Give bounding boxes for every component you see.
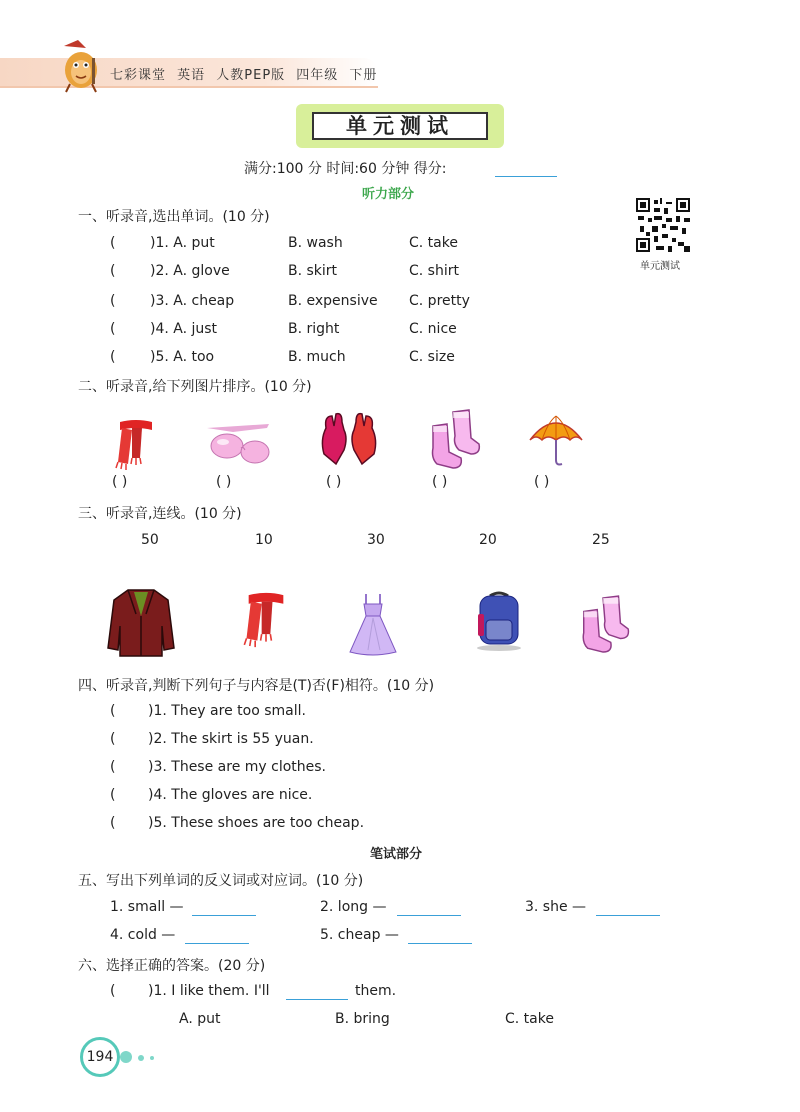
answer-paren[interactable]: ( [110, 321, 116, 337]
answer-paren[interactable]: ( ) [112, 474, 128, 490]
word-item: 1. small — [110, 899, 184, 915]
question-item: )1. A. put [150, 235, 215, 251]
decor-dot [150, 1056, 154, 1060]
price-number: 30 [367, 532, 385, 548]
statement-item: )3. These are my clothes. [148, 759, 327, 775]
answer-blank[interactable] [286, 999, 348, 1000]
word-item: 4. cold — [110, 927, 176, 943]
backpack-icon [470, 590, 528, 652]
option-b: B. skirt [288, 263, 338, 279]
statement-item: )1. They are too small. [148, 703, 306, 719]
gloves-icon [318, 410, 380, 472]
option-c: C. shirt [409, 263, 459, 279]
statement-item: )4. The gloves are nice. [148, 787, 313, 803]
answer-blank[interactable] [192, 915, 256, 916]
price-number: 20 [479, 532, 497, 548]
option-c: C. take [505, 1011, 554, 1027]
page-number: 194 [80, 1037, 120, 1077]
listening-section-title: 听力部分 [362, 187, 415, 202]
price-number: 10 [255, 532, 273, 548]
section4-title: 四、听录音,判断下列句子与内容是(T)否(F)相符。(10 分) [78, 678, 435, 694]
answer-paren[interactable]: ( ) [534, 474, 550, 490]
answer-paren[interactable]: ( [110, 235, 116, 251]
scarf-icon [112, 418, 160, 472]
section1-title: 一、听录音,选出单词。(10 分) [78, 209, 270, 225]
writing-section-title: 笔试部分 [370, 847, 423, 862]
jacket-icon [106, 586, 176, 660]
answer-paren[interactable]: ( ) [216, 474, 232, 490]
option-c: C. take [409, 235, 458, 251]
option-c: C. pretty [409, 293, 470, 309]
mascot-icon [56, 38, 106, 94]
score-blank[interactable] [495, 176, 557, 177]
decor-dot [120, 1051, 132, 1063]
option-b: B. wash [288, 235, 343, 251]
answer-blank[interactable] [397, 915, 461, 916]
answer-paren[interactable]: ( [110, 703, 116, 719]
statement-item: )2. The skirt is 55 yuan. [148, 731, 314, 747]
statement-item: )5. These shoes are too cheap. [148, 815, 365, 831]
question-text-end: them. [355, 983, 397, 999]
answer-paren[interactable]: ( [110, 293, 116, 309]
word-item: 3. she — [525, 899, 587, 915]
answer-blank[interactable] [596, 915, 660, 916]
answer-paren[interactable]: ( [110, 263, 116, 279]
scarf-icon [240, 586, 292, 654]
page-title: 单元测试 [312, 112, 488, 140]
answer-blank[interactable] [185, 943, 249, 944]
option-b: B. right [288, 321, 340, 337]
option-b: B. bring [335, 1011, 390, 1027]
answer-paren[interactable]: ( ) [326, 474, 342, 490]
answer-blank[interactable] [408, 943, 472, 944]
qr-label: 单元测试 [640, 261, 680, 272]
section3-title: 三、听录音,连线。(10 分) [78, 506, 242, 522]
word-item: 2. long — [320, 899, 387, 915]
section5-title: 五、写出下列单词的反义词或对应词。(10 分) [78, 873, 364, 889]
option-b: B. expensive [288, 293, 378, 309]
section2-title: 二、听录音,给下列图片排序。(10 分) [78, 379, 312, 395]
answer-paren[interactable]: ( [110, 731, 116, 747]
question-text: )1. I like them. I'll [148, 983, 270, 999]
decor-dot [138, 1055, 144, 1061]
option-c: C. nice [409, 321, 457, 337]
question-item: )3. A. cheap [150, 293, 235, 309]
answer-paren[interactable]: ( [110, 787, 116, 803]
answer-paren[interactable]: ( ) [432, 474, 448, 490]
question-item: )4. A. just [150, 321, 218, 337]
umbrella-icon [528, 412, 584, 470]
dress-icon [348, 592, 398, 656]
answer-paren[interactable]: ( [110, 349, 116, 365]
price-number: 25 [592, 532, 610, 548]
socks-icon [425, 408, 483, 472]
header-title: 七彩课堂 英语 人教PEP版 四年级 下册 [110, 68, 378, 83]
question-item: )5. A. too [150, 349, 215, 365]
option-a: A. put [179, 1011, 221, 1027]
qr-code-icon [636, 198, 690, 252]
score-line: 满分:100 分 时间:60 分钟 得分: [244, 161, 447, 177]
option-b: B. much [288, 349, 346, 365]
socks-icon [576, 594, 632, 656]
answer-paren[interactable]: ( [110, 759, 116, 775]
answer-paren[interactable]: ( [110, 815, 116, 831]
answer-paren[interactable]: ( [110, 983, 116, 999]
option-c: C. size [409, 349, 455, 365]
price-number: 50 [141, 532, 159, 548]
question-item: )2. A. glove [150, 263, 230, 279]
word-item: 5. cheap — [320, 927, 399, 943]
section6-title: 六、选择正确的答案。(20 分) [78, 958, 266, 974]
sunglasses-icon [203, 422, 273, 468]
